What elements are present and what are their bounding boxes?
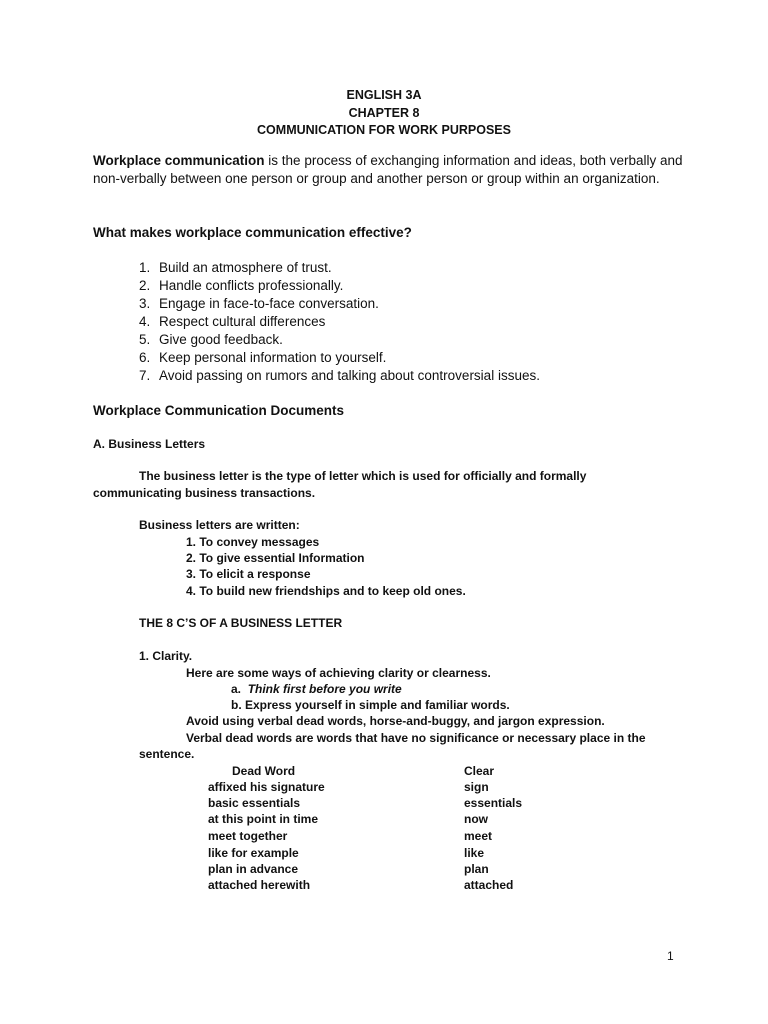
reason-item: 4. To build new friendships and to keep old ones.: [186, 584, 466, 598]
reason-item: 1. To convey messages: [186, 535, 320, 549]
table-cell-clear: now: [464, 812, 488, 826]
business-letter-definition-line1: The business letter is the type of letter which is used for officially and formally: [139, 469, 587, 483]
list-item: 5. Give good feedback.: [139, 332, 283, 347]
clarity-heading: 1. Clarity.: [139, 649, 193, 663]
list-item: 2. Handle conflicts professionally.: [139, 278, 344, 293]
table-cell-dead-word: at this point in time: [208, 812, 318, 826]
chapter-title: CHAPTER 8: [348, 106, 420, 120]
dead-words-line1: Verbal dead words are words that have no significance or necessary place in the: [186, 731, 646, 745]
business-letters-heading: A. Business Letters: [93, 437, 206, 451]
list-item: 6. Keep personal information to yourself.: [139, 350, 387, 365]
avoid-text: Avoid using verbal dead words, horse-and-buggy, and jargon expression.: [186, 714, 605, 728]
chapter-subject-title: COMMUNICATION FOR WORK PURPOSES: [257, 123, 511, 137]
table-cell-clear: meet: [464, 829, 493, 843]
list-item: 3. Engage in face-to-face conversation.: [139, 296, 379, 311]
table-cell-dead-word: basic essentials: [208, 796, 301, 810]
table-cell-dead-word: affixed his signature: [208, 780, 325, 794]
list-item: 4. Respect cultural differences: [139, 314, 326, 329]
eight-cs-heading: THE 8 C’S OF A BUSINESS LETTER: [139, 616, 343, 630]
clarity-item-b: b. Express yourself in simple and familiar words.: [231, 698, 510, 712]
page-number: 1: [667, 949, 674, 963]
effective-list: [139, 259, 540, 385]
course-title: ENGLISH 3A: [346, 88, 422, 102]
business-letter-definition-line2: communicating business transactions.: [93, 486, 316, 500]
documents-heading: Workplace Communication Documents: [93, 403, 345, 418]
table-cell-dead-word: like for example: [208, 846, 299, 860]
dead-words-line2: sentence.: [139, 747, 195, 761]
table-cell-clear: plan: [464, 862, 489, 876]
clarity-item-a: a. Think first before you write: [231, 682, 402, 696]
table-cell-clear: attached: [464, 878, 514, 892]
table-cell-dead-word: attached herewith: [208, 878, 311, 892]
intro-paragraph: [93, 152, 683, 188]
table-cell-clear: like: [464, 846, 485, 860]
table-header-dead-word: Dead Word: [232, 764, 296, 778]
written-heading: Business letters are written:: [139, 518, 300, 532]
list-item: 7. Avoid passing on rumors and talking about controversial issues.: [139, 368, 540, 383]
table-cell-dead-word: plan in advance: [208, 862, 299, 876]
table-cell-clear: sign: [464, 780, 489, 794]
reason-item: 3. To elicit a response: [186, 567, 311, 581]
table-cell-dead-word: meet together: [208, 829, 288, 843]
table-cell-clear: essentials: [464, 796, 523, 810]
intro-term: Workplace communication: [93, 153, 265, 168]
list-item: 1. Build an atmosphere of trust.: [139, 260, 332, 275]
clarity-intro: Here are some ways of achieving clarity or clearness.: [186, 666, 491, 680]
reason-item: 2. To give essential Information: [186, 551, 365, 565]
intro-text: is the process of exchanging information and ideas, both verbally and non-verbally between one person or group and another person or group within an organization.: [93, 153, 683, 186]
effective-question: What makes workplace communication effective?: [93, 225, 412, 240]
table-header-clear: Clear: [464, 764, 495, 778]
